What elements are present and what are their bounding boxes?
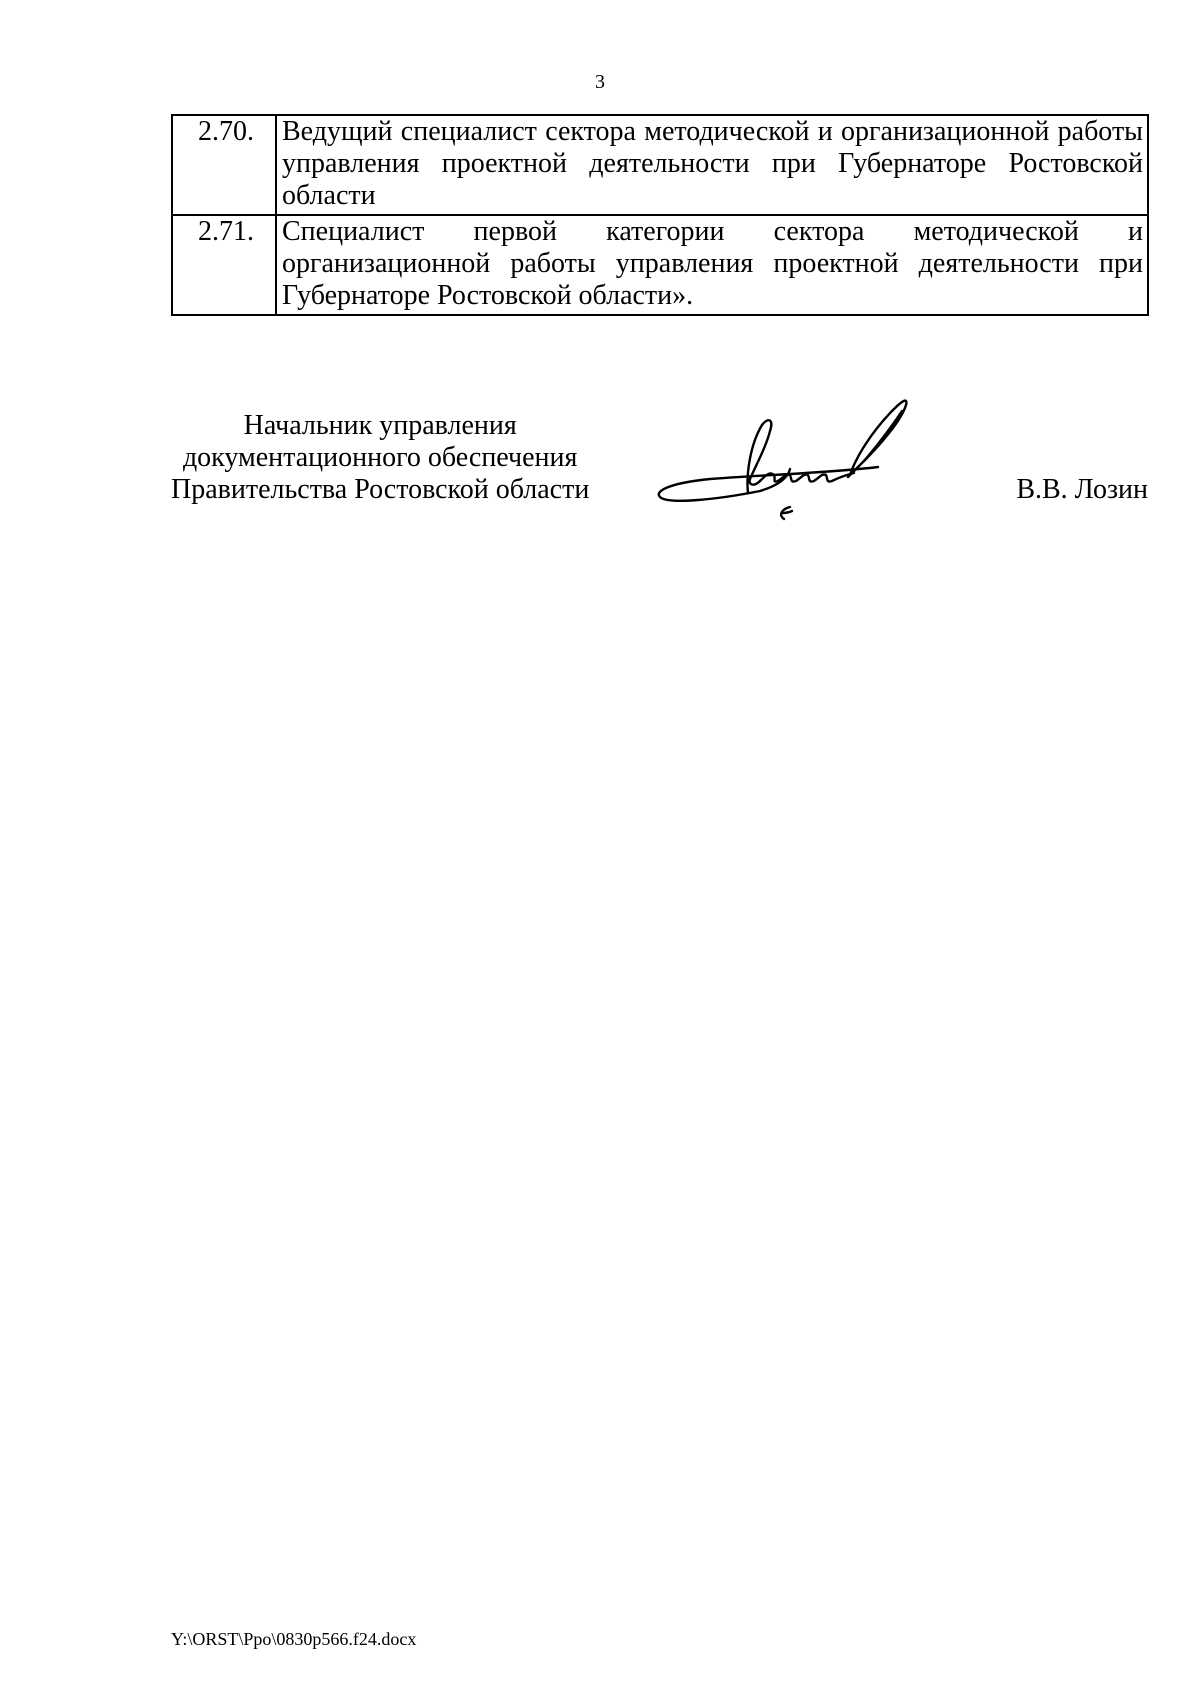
signatory-title-line: Правительства Ростовской области bbox=[171, 474, 590, 505]
position-title: Ведущий специалист сектора методической и организационной работы управления проектной деятельности при Губернаторе Ростовской области bbox=[276, 115, 1148, 215]
signatory-title bbox=[171, 410, 589, 506]
signatory-title-line: документационного обеспечения bbox=[182, 442, 578, 473]
signatory-title-line: Начальник управления bbox=[243, 410, 517, 441]
table-row bbox=[172, 215, 1148, 315]
position-number: 2.70. bbox=[172, 115, 276, 215]
positions-table bbox=[171, 114, 1149, 316]
file-path: Y:\ORST\Ppo\0830p566.f24.docx bbox=[171, 1629, 417, 1649]
handwritten-signature bbox=[650, 395, 990, 545]
table-row bbox=[172, 115, 1148, 215]
position-number: 2.71. bbox=[172, 215, 276, 315]
signatory-name: В.В. Лозин bbox=[1016, 474, 1148, 505]
position-title: Специалист первой категории сектора методической и организационной работы управления проектной деятельности при Губернаторе Ростовской области». bbox=[276, 215, 1148, 315]
page-number: 3 bbox=[595, 71, 605, 93]
